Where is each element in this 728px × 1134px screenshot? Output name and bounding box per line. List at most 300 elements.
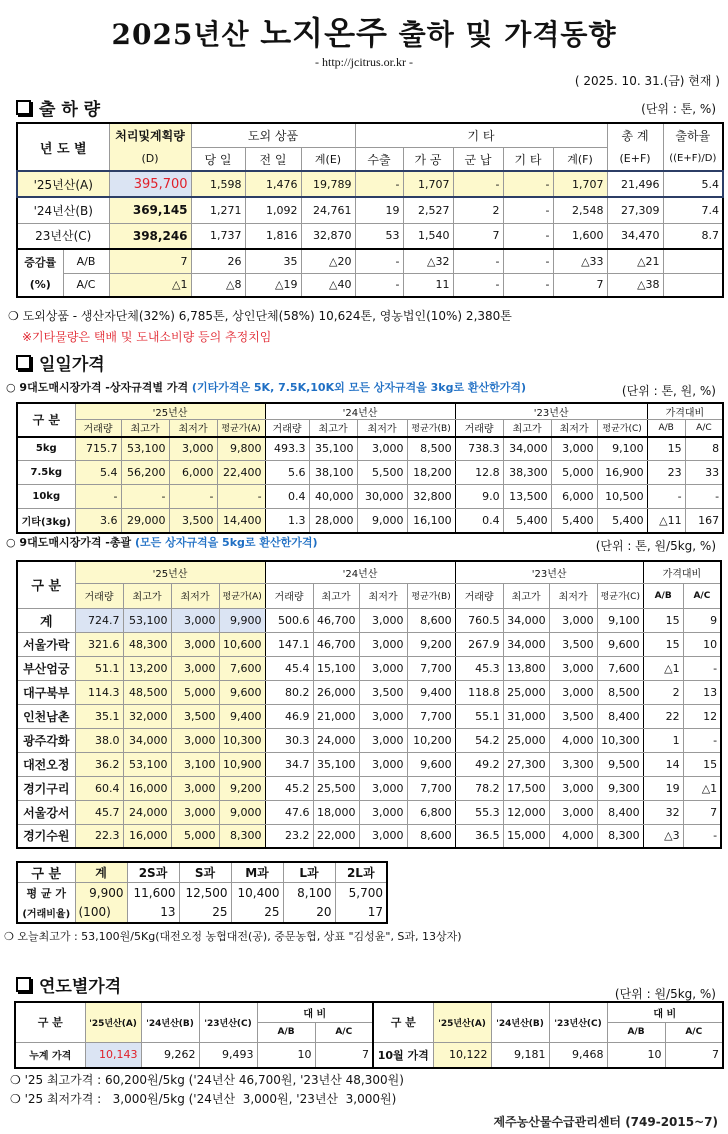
cell: - xyxy=(355,171,403,197)
cell: 22.3 xyxy=(75,824,123,848)
cell: 48,300 xyxy=(123,632,171,656)
col-min: 최저가 xyxy=(551,420,597,437)
cell: 33 xyxy=(685,461,723,485)
cell: 31,000 xyxy=(503,704,549,728)
cell: 51.1 xyxy=(75,656,123,680)
cell: 36.2 xyxy=(75,752,123,776)
cell: 19,789 xyxy=(301,171,355,197)
shipment-title-text: 출 하 량 xyxy=(39,100,101,120)
cell: 3.6 xyxy=(75,509,121,533)
cell: 15 xyxy=(643,608,683,632)
cell: 15 xyxy=(647,437,685,461)
cell: 8.7 xyxy=(663,223,723,249)
col-ac: A/C xyxy=(315,1022,373,1042)
cell: 3,500 xyxy=(359,680,407,704)
col-processing: 가 공 xyxy=(403,147,453,171)
cell: 9,600 xyxy=(597,632,643,656)
cell: 3,000 xyxy=(359,800,407,824)
cell: 7,700 xyxy=(407,704,455,728)
row-label: 경기수원 xyxy=(17,824,75,848)
cell: 5.6 xyxy=(265,461,309,485)
cell: - xyxy=(169,485,217,509)
cell: 9,200 xyxy=(219,776,265,800)
col-max: 최고가 xyxy=(503,420,551,437)
col-military: 군 납 xyxy=(453,147,503,171)
col-ac: A/C xyxy=(685,420,723,437)
cell: 6,000 xyxy=(169,461,217,485)
cell: 2,527 xyxy=(403,197,453,223)
cell: 60.4 xyxy=(75,776,123,800)
cell: 5,000 xyxy=(171,824,219,848)
cell: 395,700 xyxy=(109,171,191,197)
outside-note: ❍ 도외상품 - 생산자단체(32%) 6,785톤, 상인단체(58%) 10,624톤, 영농법인(10%) 2,380톤 xyxy=(8,309,512,323)
row-label: 대구북부 xyxy=(17,680,75,704)
cell: 9,493 xyxy=(199,1042,257,1068)
col-max: 최고가 xyxy=(123,583,171,608)
cell: - xyxy=(75,485,121,509)
cell: 48,500 xyxy=(123,680,171,704)
col-rate: 출하율 xyxy=(663,123,723,147)
col-etc: 기 타 xyxy=(503,147,553,171)
checkbox-square-icon xyxy=(16,100,31,115)
cell: 47.6 xyxy=(265,800,313,824)
cell: 18,200 xyxy=(407,461,455,485)
monthly-price-table xyxy=(372,1001,724,1069)
cell: 32,000 xyxy=(123,704,171,728)
cell: 22 xyxy=(643,704,683,728)
cell: △1 xyxy=(683,776,721,800)
col-compare: 가격대비 xyxy=(643,561,721,583)
row-label: '25년산(A) xyxy=(17,171,109,197)
cell: 12 xyxy=(683,704,721,728)
col-year: 년 도 별 xyxy=(17,123,109,171)
table-row xyxy=(17,485,723,509)
cell: △8 xyxy=(191,273,245,297)
row-label: 기타(3kg) xyxy=(17,509,75,533)
cell: 19 xyxy=(643,776,683,800)
cell: 1,816 xyxy=(245,223,301,249)
cell: 5,000 xyxy=(171,680,219,704)
cell: 32 xyxy=(643,800,683,824)
cell: 1 xyxy=(643,728,683,752)
cell: 25,000 xyxy=(503,680,549,704)
checkbox-square-icon xyxy=(16,355,31,370)
cell: 1,476 xyxy=(245,171,301,197)
cell: 18,000 xyxy=(313,800,359,824)
cell: 3,000 xyxy=(359,704,407,728)
cell: 8,100 xyxy=(283,883,335,903)
table-row xyxy=(17,197,723,223)
table-row xyxy=(17,223,723,249)
table-row xyxy=(17,776,721,800)
cell: 80.2 xyxy=(265,680,313,704)
cell: - xyxy=(503,249,553,273)
cell: 10,143 xyxy=(85,1042,141,1068)
cell: 2 xyxy=(643,680,683,704)
cell: - xyxy=(453,273,503,297)
cell: 9,400 xyxy=(219,704,265,728)
row-label: 경기구리 xyxy=(17,776,75,800)
cell: 8,400 xyxy=(597,704,643,728)
col-y24: '24년산(B) xyxy=(491,1002,549,1042)
col-category: 구 분 xyxy=(17,561,75,608)
cell: 46,700 xyxy=(313,632,359,656)
cell: 9,200 xyxy=(407,632,455,656)
yearly-section-title xyxy=(16,972,121,997)
table-row xyxy=(17,509,723,533)
cell: 8,600 xyxy=(407,608,455,632)
cell: 3,000 xyxy=(171,776,219,800)
cell: 7 xyxy=(109,249,191,273)
col-y25: '25년산 xyxy=(75,403,265,420)
cell: 16,900 xyxy=(597,461,647,485)
cell: 10,900 xyxy=(219,752,265,776)
cell: 34,000 xyxy=(503,632,549,656)
cell: - xyxy=(503,171,553,197)
cell: 12,500 xyxy=(179,883,231,903)
cell: 78.2 xyxy=(455,776,503,800)
cell: 1,707 xyxy=(403,171,453,197)
grade-col-total: 계 xyxy=(75,862,127,883)
row-label: 서울강서 xyxy=(17,800,75,824)
cell: 32,870 xyxy=(301,223,355,249)
cell: 3,000 xyxy=(359,728,407,752)
cell: 2,548 xyxy=(553,197,607,223)
table-row xyxy=(17,249,723,273)
col-volume: 거래량 xyxy=(455,420,503,437)
change-unit: (%) xyxy=(17,273,63,297)
cell: 15 xyxy=(643,632,683,656)
cell: 3,000 xyxy=(359,632,407,656)
table-row xyxy=(17,171,723,197)
table-row xyxy=(17,824,721,848)
cell: 19 xyxy=(355,197,403,223)
col-avg-a: 평균가(A) xyxy=(217,420,265,437)
cell: 17 xyxy=(335,903,387,923)
cell: 7 xyxy=(553,273,607,297)
cell: 13 xyxy=(683,680,721,704)
total-caption-text: ○ 9대도매시장가격 -총괄 xyxy=(6,536,132,549)
col-volume: 거래량 xyxy=(455,583,503,608)
cell: - xyxy=(683,728,721,752)
spec-caption-text: ○ 9대도매시장가격 -상자규격별 가격 xyxy=(6,381,189,394)
cell: 13,500 xyxy=(503,485,551,509)
cell: 1,598 xyxy=(191,171,245,197)
cell: 5,700 xyxy=(335,883,387,903)
cell: 5.4 xyxy=(75,461,121,485)
cell: - xyxy=(355,249,403,273)
row-label: 부산엄궁 xyxy=(17,656,75,680)
cell: 3,000 xyxy=(549,680,597,704)
cell: 9,262 xyxy=(141,1042,199,1068)
total-caption xyxy=(6,534,318,550)
cell: 3,000 xyxy=(171,608,219,632)
cell: 9,300 xyxy=(597,776,643,800)
cell: 16,100 xyxy=(407,509,455,533)
table-row xyxy=(17,704,721,728)
cell: 15,100 xyxy=(313,656,359,680)
cell: 34,000 xyxy=(503,437,551,461)
cell: 5,000 xyxy=(551,461,597,485)
cell: 35.1 xyxy=(75,704,123,728)
cell: 398,246 xyxy=(109,223,191,249)
table-row xyxy=(17,752,721,776)
col-avg-c: 평균가(C) xyxy=(597,583,643,608)
cell: △33 xyxy=(553,249,607,273)
cell: 5,400 xyxy=(551,509,597,533)
col-volume: 거래량 xyxy=(265,583,313,608)
cell: 7 xyxy=(665,1042,723,1068)
spec-caption-note: (기타가격은 5K, 7.5K,10K외 모든 상자규격을 3kg로 환산한가격) xyxy=(191,381,527,394)
cell: 23 xyxy=(647,461,685,485)
cell: 369,145 xyxy=(109,197,191,223)
cell: 8,500 xyxy=(597,680,643,704)
cell: 46,700 xyxy=(313,608,359,632)
cell: 38,100 xyxy=(309,461,357,485)
cell: 53,100 xyxy=(123,608,171,632)
cell: 9,100 xyxy=(597,608,643,632)
cell: 5,500 xyxy=(357,461,407,485)
cell: 10,400 xyxy=(231,883,283,903)
other-volume-note: ※기타물량은 택배 및 도내소비량 등의 추정치임 xyxy=(22,330,272,344)
cell: 11 xyxy=(403,273,453,297)
col-volume: 거래량 xyxy=(75,420,121,437)
checkbox-square-icon xyxy=(16,977,31,992)
cell: 9,500 xyxy=(597,752,643,776)
cell: △11 xyxy=(647,509,685,533)
table-row xyxy=(17,903,387,923)
cell: 21,496 xyxy=(607,171,663,197)
cell: - xyxy=(217,485,265,509)
site-url[interactable]: - http://jcitrus.or.kr - xyxy=(315,55,413,69)
cell: 10,300 xyxy=(219,728,265,752)
cell: 36.5 xyxy=(455,824,503,848)
cell: 34,000 xyxy=(123,728,171,752)
cell: 3,000 xyxy=(359,752,407,776)
col-plan-sub: (D) xyxy=(109,147,191,171)
title-prefix: 2025년산 xyxy=(111,18,250,51)
min-price-note: ❍ '25 최저가격 : 3,000원/5kg ('24년산 3,000원, '23년산 3,000원) xyxy=(10,1092,397,1106)
cell: △32 xyxy=(403,249,453,273)
cell: 35,100 xyxy=(313,752,359,776)
cell: 3,000 xyxy=(551,437,597,461)
footer-org: 제주농산물수급관리센터 (749-2015~7) xyxy=(493,1115,718,1129)
col-y23: '23년산(C) xyxy=(549,1002,607,1042)
col-y23: '23년산 xyxy=(455,403,647,420)
spec-caption xyxy=(6,379,526,395)
cell: 28,000 xyxy=(309,509,357,533)
cell: △1 xyxy=(109,273,191,297)
cell: (100) xyxy=(75,903,127,923)
cell: 15,000 xyxy=(503,824,549,848)
cell: 9,181 xyxy=(491,1042,549,1068)
cell: 7,700 xyxy=(407,656,455,680)
cell: 9,900 xyxy=(75,883,127,903)
cell: 17,500 xyxy=(503,776,549,800)
cell: 3,500 xyxy=(549,704,597,728)
cell: 1,271 xyxy=(191,197,245,223)
table-row xyxy=(17,800,721,824)
cell: 1,600 xyxy=(553,223,607,249)
cell xyxy=(663,273,723,297)
cell: 22,400 xyxy=(217,461,265,485)
cell: 493.3 xyxy=(265,437,309,461)
cell: 114.3 xyxy=(75,680,123,704)
grade-col-2s: 2S과 xyxy=(127,862,179,883)
col-total-sub: (E+F) xyxy=(607,147,663,171)
cell: 1,540 xyxy=(403,223,453,249)
cell: 3,000 xyxy=(171,632,219,656)
cell: - xyxy=(683,824,721,848)
cell: 29,000 xyxy=(121,509,169,533)
table-row xyxy=(17,656,721,680)
cell: 8,400 xyxy=(597,800,643,824)
cell: 3,000 xyxy=(549,656,597,680)
cell: 738.3 xyxy=(455,437,503,461)
col-export: 수출 xyxy=(355,147,403,171)
shipment-unit: (단위 : 톤, %) xyxy=(641,102,716,116)
cell: 3,000 xyxy=(171,656,219,680)
cell: 267.9 xyxy=(455,632,503,656)
market-price-table xyxy=(16,560,722,849)
cell: 30,000 xyxy=(357,485,407,509)
cell: 4,000 xyxy=(549,824,597,848)
cell: 10,300 xyxy=(597,728,643,752)
col-same-day: 당 일 xyxy=(191,147,245,171)
col-y25: '25년산(A) xyxy=(433,1002,491,1042)
col-avg-b: 평균가(B) xyxy=(407,583,455,608)
col-total: 총 계 xyxy=(607,123,663,147)
cell: 3,000 xyxy=(171,728,219,752)
col-compare: 대 비 xyxy=(257,1002,373,1022)
cell: 15 xyxy=(683,752,721,776)
cell: 6,800 xyxy=(407,800,455,824)
cell: 3,000 xyxy=(169,437,217,461)
cell: 3,000 xyxy=(171,800,219,824)
cell: 9,600 xyxy=(219,680,265,704)
row-label: '24년산(B) xyxy=(17,197,109,223)
yearly-unit: (단위 : 원/5kg, %) xyxy=(614,987,716,1001)
cell: 9,468 xyxy=(549,1042,607,1068)
cell: 3,100 xyxy=(171,752,219,776)
col-min: 최저가 xyxy=(359,583,407,608)
cell: 25 xyxy=(231,903,283,923)
cell: 9,000 xyxy=(357,509,407,533)
cell: 10,500 xyxy=(597,485,647,509)
col-ab: A/B xyxy=(257,1022,315,1042)
cell: 40,000 xyxy=(309,485,357,509)
cell: 54.2 xyxy=(455,728,503,752)
grade-col-s: S과 xyxy=(179,862,231,883)
cell: 27,309 xyxy=(607,197,663,223)
cell: - xyxy=(355,273,403,297)
col-ab: A/B xyxy=(607,1022,665,1042)
col-ab: A/B xyxy=(647,420,685,437)
daily-title-text: 일일가격 xyxy=(39,355,105,375)
cell: △20 xyxy=(301,249,355,273)
table-row xyxy=(17,883,387,903)
grade-col-m: M과 xyxy=(231,862,283,883)
cell: 46.9 xyxy=(265,704,313,728)
cell: 45.3 xyxy=(455,656,503,680)
col-volume: 거래량 xyxy=(75,583,123,608)
cell: 23.2 xyxy=(265,824,313,848)
yearly-title-text: 연도별가격 xyxy=(39,977,122,997)
col-y24: '24년산 xyxy=(265,403,455,420)
cell: 22,000 xyxy=(313,824,359,848)
col-y23: '23년산(C) xyxy=(199,1002,257,1042)
row-label: 서울가락 xyxy=(17,632,75,656)
cell: 45.2 xyxy=(265,776,313,800)
cell: 24,761 xyxy=(301,197,355,223)
cell: 167 xyxy=(685,509,723,533)
total-unit: (단위 : 톤, 원/5kg, %) xyxy=(595,539,716,553)
cell: - xyxy=(647,485,685,509)
col-max: 최고가 xyxy=(313,583,359,608)
cell: 38.0 xyxy=(75,728,123,752)
cell: 9,900 xyxy=(219,608,265,632)
cell: 21,000 xyxy=(313,704,359,728)
row-label: 5kg xyxy=(17,437,75,461)
col-avg-b: 평균가(B) xyxy=(407,420,455,437)
col-min: 최저가 xyxy=(171,583,219,608)
cell: 9,800 xyxy=(217,437,265,461)
cell: 55.1 xyxy=(455,704,503,728)
cell: 13 xyxy=(127,903,179,923)
cell: 14,400 xyxy=(217,509,265,533)
cell: 7,600 xyxy=(597,656,643,680)
cell: 4,000 xyxy=(549,728,597,752)
cell: 3,500 xyxy=(169,509,217,533)
cumulative-price-table xyxy=(14,1001,374,1069)
cell: 118.8 xyxy=(455,680,503,704)
col-rate-sub: ((E+F)/D) xyxy=(663,147,723,171)
col-category: 구 분 xyxy=(373,1002,433,1042)
cell: 25,000 xyxy=(503,728,549,752)
cell: 760.5 xyxy=(455,608,503,632)
col-compare: 대 비 xyxy=(607,1002,723,1022)
cell: 10,122 xyxy=(433,1042,491,1068)
cell: 16,000 xyxy=(123,776,171,800)
cell: 14 xyxy=(643,752,683,776)
cell: 0.4 xyxy=(265,485,309,509)
cell: 49.2 xyxy=(455,752,503,776)
col-sum-e: 계(E) xyxy=(301,147,355,171)
cell: 34,000 xyxy=(503,608,549,632)
col-y24: '24년산(B) xyxy=(141,1002,199,1042)
cell: 500.6 xyxy=(265,608,313,632)
cell: 10,600 xyxy=(219,632,265,656)
row-label: 대전오정 xyxy=(17,752,75,776)
cell: 30.3 xyxy=(265,728,313,752)
change-label: 증감률 xyxy=(17,249,63,273)
col-max: 최고가 xyxy=(121,420,169,437)
cell: 27,300 xyxy=(503,752,549,776)
cell: 26 xyxy=(191,249,245,273)
table-row xyxy=(15,1042,373,1068)
col-plan: 처리및계획량 xyxy=(109,123,191,147)
spec-unit: (단위 : 톤, 원, %) xyxy=(621,384,716,398)
cell: 34,470 xyxy=(607,223,663,249)
cell: 13,800 xyxy=(503,656,549,680)
cell: 3,000 xyxy=(549,608,597,632)
col-category: 구 분 xyxy=(15,1002,85,1042)
table-row xyxy=(17,680,721,704)
cell: 34.7 xyxy=(265,752,313,776)
row-label: 평 균 가 xyxy=(17,883,75,903)
cell: 7.4 xyxy=(663,197,723,223)
cell: 9,100 xyxy=(597,437,647,461)
